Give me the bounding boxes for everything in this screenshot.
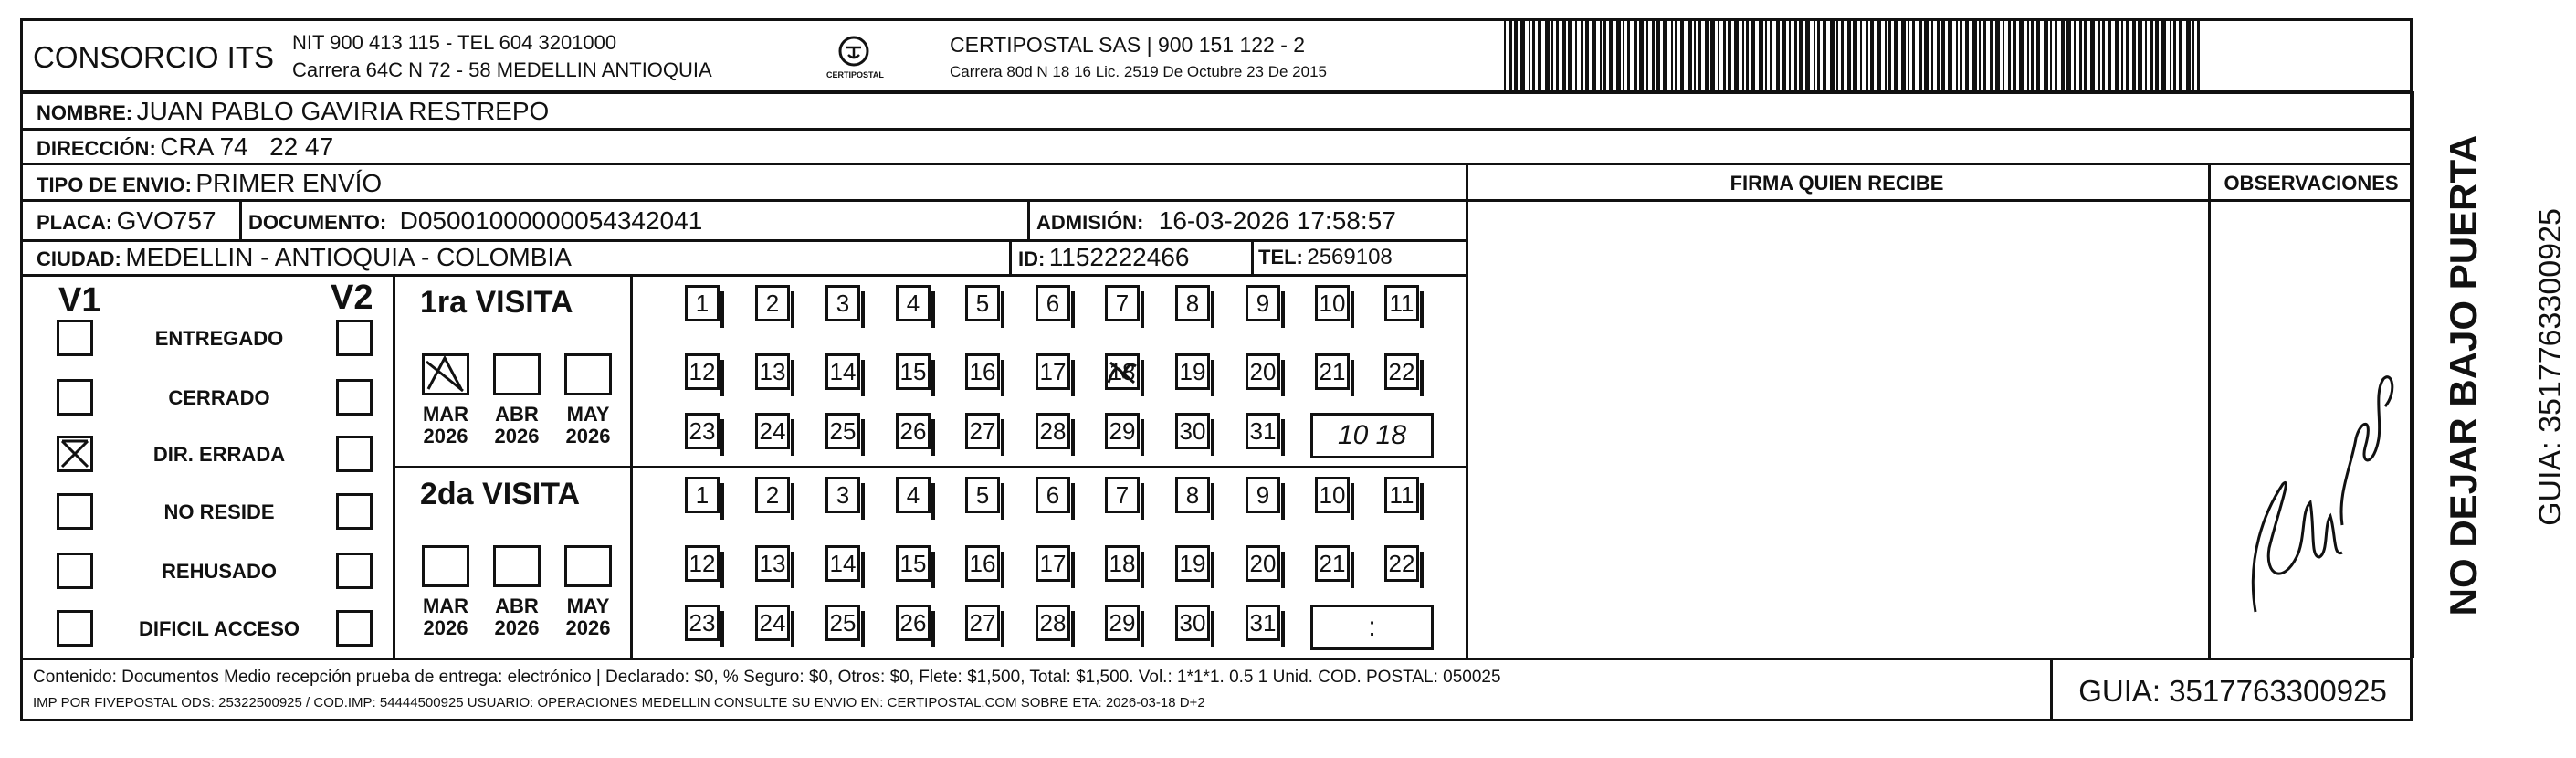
id-value: 1152222466 [1048,243,1190,271]
footer-imp: IMP POR FIVEPOSTAL ODS: 25322500925 / COD.IMP: 54444500925 USUARIO: OPERACIONES MEDELLIN CONSULTE SU ENVIO EN: CERTIPOSTAL.COM SOBRE ETA: 2026-03-18 D+2 [33,695,1205,711]
month-label [418,595,473,639]
barcode-bar [1562,20,1566,91]
day-box[interactable]: 29 [1105,413,1140,449]
v2-checkbox[interactable] [336,610,373,647]
day-box[interactable]: 3 [825,285,860,321]
barcode-bar [1965,20,1969,91]
day-box[interactable]: 11 [1384,477,1419,513]
barcode-bar [1823,20,1826,91]
barcode-bar [1776,20,1780,91]
barcode-bar [1616,20,1621,91]
day-box[interactable]: 15 [896,353,931,390]
barcode-bar [1948,20,1952,91]
v1-checkbox[interactable] [57,436,93,472]
day-box[interactable]: 6 [1036,285,1070,321]
day-box[interactable]: 30 [1175,605,1210,641]
handwritten-note [2228,329,2402,630]
month-year: 2026 [494,616,540,640]
day-box[interactable]: 4 [896,477,931,513]
company-nit: NIT 900 413 115 - TEL 604 3201000 [292,31,617,54]
day-box[interactable]: 5 [965,285,1000,321]
barcode-bar [2150,20,2153,91]
barcode-bar [1504,20,1506,91]
barcode-bar [1782,20,1786,91]
barcode-bar [1765,20,1767,91]
barcode-bar [1710,20,1715,91]
barcode-bar [1931,20,1933,91]
nombre-label: NOMBRE: [37,101,133,124]
barcode-bar [1751,20,1755,91]
barcode-bar [2108,20,2111,91]
barcode-bar [1805,20,1810,91]
v1-checkbox[interactable] [57,610,93,647]
month-label [561,404,615,447]
barcode-bar [2003,20,2004,91]
barcode-bar [1960,20,1962,91]
day-box[interactable]: 17 [1036,353,1070,390]
day-box[interactable]: 25 [825,413,860,449]
day-box[interactable]: 14 [825,353,860,390]
day-box[interactable]: 25 [825,605,860,641]
barcode-bar [1759,20,1763,91]
v1-checkbox[interactable] [57,553,93,589]
barcode-bar [2061,20,2065,91]
day-box[interactable]: 23 [685,413,720,449]
second-visit-title: 2da VISITA [420,477,581,511]
barcode-bar [2179,20,2182,91]
day-box[interactable]: 9 [1246,285,1280,321]
barcode-bar [1734,20,1739,91]
barcode-bar [1770,20,1772,91]
barcode-bar [1841,20,1844,91]
barcode-bar [1995,20,2000,91]
barcode-bar [1585,20,1589,91]
day-box[interactable]: 18 [1105,545,1140,582]
barcode-bar [1888,20,1891,91]
month-name: ABR [495,595,539,617]
company-name: CONSORCIO ITS [33,40,275,74]
v1-checkbox[interactable] [57,379,93,416]
side-text [2418,100,2568,648]
side-guia: GUIA: 3517763300925 [2533,208,2568,526]
barcode-bar [1794,20,1797,91]
day-box[interactable]: 28 [1036,605,1070,641]
carrier-name: CERTIPOSTAL SAS | 900 151 122 - 2 [950,33,1306,57]
barcode-bar [2084,20,2087,91]
company-address: Carrera 64C N 72 - 58 MEDELLIN ANTIOQUIA [292,58,712,81]
day-box[interactable]: 27 [965,413,1000,449]
day-box[interactable]: 6 [1036,477,1070,513]
v1-label: V1 [58,281,101,320]
v1-checkbox[interactable] [57,493,93,530]
barcode-bar [1705,20,1709,91]
barcode-bar [2197,20,2200,91]
barcode-bar [1568,20,1572,91]
month-checkbox[interactable] [564,545,612,587]
barcode-bar [2019,20,2024,91]
tipo-envio-label: TIPO DE ENVIO: [37,174,192,196]
barcode-bar [2079,20,2082,91]
day-box[interactable]: 22 [1384,545,1419,582]
day-box[interactable]: 19 [1175,353,1210,390]
barcode-bar [1885,20,1887,91]
month-checkbox[interactable] [493,545,541,587]
month-year: 2026 [565,616,611,640]
month-checkbox[interactable] [564,353,612,395]
barcode-bar [1627,20,1630,91]
day-box[interactable]: 7 [1105,477,1140,513]
month-name: MAR [422,595,469,617]
barcode-bar [1520,20,1525,91]
status-label: DIFICIL ACCESO [138,617,300,640]
barcode-bar [2036,20,2040,91]
v1-checkbox[interactable] [57,320,93,356]
barcode-bar [1575,20,1577,91]
month-checkbox[interactable] [493,353,541,395]
footer-contenido: Contenido: Documentos Medio recepción prueba de entrega: electrónico | Declarado: $0, % Seguro: $0, Otros: $0, Flete: $1,500, Total: $1,500. Vol.: 1*1*1. 0.5 1 Unid. COD. POSTAL: 050025 [33,668,1501,687]
barcode-bar [2031,20,2034,91]
barcode-bar [1718,20,1719,91]
day-mark [1107,357,1138,391]
id-label: ID: [1018,247,1046,270]
barcode-bar [2066,20,2071,91]
day-box[interactable]: 16 [965,353,1000,390]
admision-label: ADMISIÓN: [1036,211,1144,234]
barcode-bar [2170,20,2171,91]
month-year: 2026 [423,616,468,640]
barcode-bar [2090,20,2095,91]
barcode-bar [1866,20,1868,91]
day-box[interactable]: 8 [1175,477,1210,513]
month-name: MAR [422,403,469,426]
status-label: CERRADO [168,386,270,409]
v2-checkbox[interactable] [336,493,373,530]
carrier-license: Carrera 80d N 18 16 Lic. 2519 De Octubre 23 De 2015 [950,63,1327,80]
barcode-bar [1912,20,1915,91]
barcode-bar [2044,20,2048,91]
barcode-bar [1545,20,1550,91]
day-box[interactable]: 5 [965,477,1000,513]
month-checkbox[interactable] [422,353,469,395]
barcode-bar [1877,20,1881,91]
barcode-bar [1639,20,1644,91]
barcode-bar [1728,20,1731,91]
day-box[interactable]: 18 [1105,353,1140,390]
day-box[interactable]: 17 [1036,545,1070,582]
admision-value: 16-03-2026 17:58:57 [1158,206,1396,235]
month-name: ABR [495,403,539,426]
day-box[interactable]: 10 [1315,477,1350,513]
barcode-bar [1581,20,1583,91]
status-label: NO RESIDE [163,500,275,523]
barcode-bar [2155,20,2159,91]
barcode-bar [1814,20,1815,91]
status-label: ENTREGADO [154,327,284,350]
barcode-bar [1972,20,1977,91]
day-box[interactable]: 29 [1105,605,1140,641]
ciudad-value: MEDELLIN - ANTIOQUIA - COLOMBIA [125,243,572,271]
day-box[interactable]: 24 [755,413,790,449]
barcode-bar [1941,20,1945,91]
barcode-bar [1663,20,1667,91]
footer-guia: GUIA: 3517763300925 [2078,674,2387,708]
barcode-bar [1603,20,1606,91]
day-box[interactable]: 14 [825,545,860,582]
status-label: DIR. ERRADA [152,443,286,466]
barcode-bar [2115,20,2119,91]
direccion-value: CRA 74 22 47 [160,132,334,161]
day-box[interactable]: 28 [1036,413,1070,449]
barcode-bar [1514,20,1518,91]
barcode-bar [1908,20,1909,91]
day-box[interactable]: 26 [896,605,931,641]
barcode-bar [1742,20,1744,91]
barcode-bar [1919,20,1922,91]
barcode-bar [1799,20,1803,91]
day-box[interactable]: 16 [965,545,1000,582]
barcode-bar [2013,20,2016,91]
day-box[interactable]: 3 [825,477,860,513]
barcode-bar [1509,20,1512,91]
barcode-bar [1937,20,1940,91]
barcode-bar [2132,20,2136,91]
day-box[interactable]: 21 [1315,545,1350,582]
month-name: MAY [566,595,610,617]
barcode-bar [2050,20,2052,91]
day-box[interactable]: 24 [755,605,790,641]
day-box[interactable]: 8 [1175,285,1210,321]
barcode-bar [1817,20,1820,91]
barcode-bar [2145,20,2147,91]
time-box[interactable]: 10 18 [1310,413,1434,458]
barcode-bar [1551,20,1553,91]
day-box[interactable]: 1 [685,285,720,321]
barcode-bar [2074,20,2076,91]
month-label [561,595,615,639]
barcode-bar [1623,20,1624,91]
barcode-bar [1847,20,1851,91]
time-box[interactable]: : [1310,605,1434,650]
month-year: 2026 [494,425,540,448]
day-box[interactable]: 12 [685,545,720,582]
barcode-bar [1870,20,1874,91]
first-visit-title: 1ra VISITA [420,285,573,320]
barcode-bar [1694,20,1696,91]
day-box[interactable]: 30 [1175,413,1210,449]
day-box[interactable]: 1 [685,477,720,513]
placa-value: GVO757 [116,206,216,235]
day-box[interactable]: 31 [1246,605,1280,641]
barcode-bar [1924,20,1929,91]
side-warning: NO DEJAR BAJO PUERTA [2442,134,2485,616]
month-year: 2026 [423,425,468,448]
documento-label: DOCUMENTO: [248,211,387,234]
barcode-bar [1532,20,1535,91]
day-box[interactable]: 19 [1175,545,1210,582]
barcode-bar [1830,20,1835,91]
month-year: 2026 [565,425,611,448]
day-box[interactable]: 11 [1384,285,1419,321]
barcode-bar [1853,20,1857,91]
logo-caption: CERTIPOSTAL [826,70,884,79]
status-label: REHUSADO [162,560,277,583]
day-box[interactable]: 13 [755,545,790,582]
barcode [1502,20,2205,91]
barcode-bar [1789,20,1791,91]
barcode-bar [2186,20,2191,91]
barcode-bar [1956,20,1958,91]
barcode-bar [1652,20,1655,91]
barcode-bar [1894,20,1898,91]
day-box[interactable]: 9 [1246,477,1280,513]
barcode-bar [2027,20,2029,91]
barcode-bar [1538,20,1541,91]
documento-value: D05001000000054342041 [399,206,703,235]
barcode-bar [1671,20,1673,91]
barcode-bar [1529,20,1530,91]
firma-header: FIRMA QUIEN RECIBE [1730,172,1944,195]
barcode-bar [2008,20,2011,91]
v2-checkbox[interactable] [336,379,373,416]
day-box[interactable]: 12 [685,353,720,390]
tipo-envio-value: PRIMER ENVÍO [195,169,383,197]
barcode-bar [1634,20,1637,91]
month-label [418,404,473,447]
tel-value: 2569108 [1307,245,1393,269]
day-box[interactable]: 20 [1246,545,1280,582]
barcode-bar [2173,20,2176,91]
barcode-bar [2126,20,2129,91]
day-box[interactable]: 4 [896,285,931,321]
v2-checkbox[interactable] [336,553,373,589]
day-box[interactable]: 10 [1315,285,1350,321]
barcode-bar [1983,20,1986,91]
barcode-bar [2161,20,2166,91]
barcode-bar [1675,20,1677,91]
barcode-bar [1698,20,1701,91]
barcode-bar [1836,20,1838,91]
barcode-bar [1860,20,1862,91]
nombre-value: JUAN PABLO GAVIRIA RESTREPO [136,97,550,125]
barcode-bar [1990,20,1993,91]
barcode-bar [1556,20,1559,91]
barcode-bar [2055,20,2057,91]
barcode-bar [2192,20,2194,91]
v2-checkbox[interactable] [336,436,373,472]
day-box[interactable]: 2 [755,285,790,321]
barcode-bar [2121,20,2123,91]
barcode-bar [1901,20,1906,91]
barcode-bar [1688,20,1692,91]
month-checkbox[interactable] [422,545,469,587]
barcode-bar [1723,20,1726,91]
barcode-bar [1680,20,1684,91]
barcode-bar [1656,20,1660,91]
day-box[interactable]: 26 [896,413,931,449]
barcode-bar [2098,20,2100,91]
direccion-label: DIRECCIÓN: [37,137,156,160]
v2-label: V2 [331,279,373,317]
barcode-bar [1646,20,1648,91]
day-box[interactable]: 13 [755,353,790,390]
barcode-bar [1979,20,1981,91]
placa-label: PLACA: [37,211,113,234]
barcode-bar [1592,20,1596,91]
barcode-bar [2102,20,2105,91]
barcode-bar [1746,20,1749,91]
day-box[interactable]: 27 [965,605,1000,641]
day-box[interactable]: 31 [1246,413,1280,449]
barcode-bar [2138,20,2142,91]
day-box[interactable]: 20 [1246,353,1280,390]
v2-checkbox[interactable] [336,320,373,356]
certipostal-logo [826,31,884,86]
day-box[interactable]: 7 [1105,285,1140,321]
month-label [489,404,544,447]
day-box[interactable]: 22 [1384,353,1419,390]
day-box[interactable]: 2 [755,477,790,513]
observaciones-header: OBSERVACIONES [2224,172,2399,195]
barcode-bar [1609,20,1613,91]
month-name: MAY [566,403,610,426]
day-box[interactable]: 15 [896,545,931,582]
day-box[interactable]: 23 [685,605,720,641]
barcode-bar [1600,20,1602,91]
tel-label: TEL: [1258,246,1303,268]
day-box[interactable]: 21 [1315,353,1350,390]
ciudad-label: CIUDAD: [37,247,121,270]
month-label [489,595,544,639]
